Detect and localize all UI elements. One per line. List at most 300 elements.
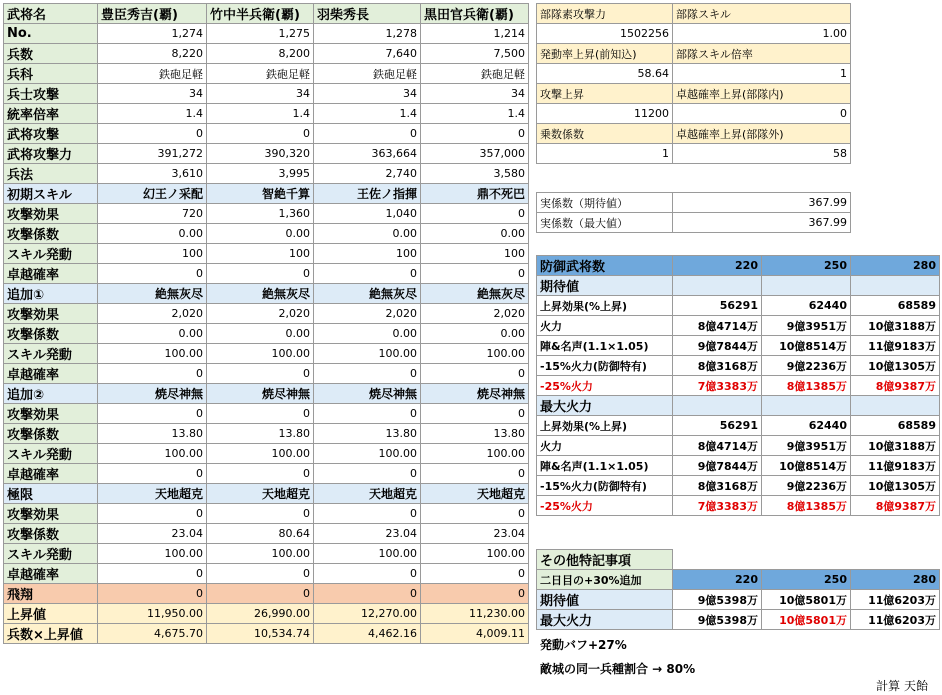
value-cell: 0 xyxy=(314,364,421,384)
table-row xyxy=(4,324,529,344)
param-value: 1502256 xyxy=(537,24,673,44)
row-label: 兵数 xyxy=(4,44,98,64)
value-cell: 100 xyxy=(207,244,314,264)
row-label: スキル発動 xyxy=(4,544,98,564)
row-label: 卓越確率 xyxy=(4,364,98,384)
param-value: 58 xyxy=(673,144,851,164)
defense-value: 8億9387万 xyxy=(851,376,940,396)
defense-value: 56291 xyxy=(673,296,762,316)
value-cell: 0.00 xyxy=(314,224,421,244)
param-value-row xyxy=(537,64,851,84)
defense-row-label: 陣&名声(1.1×1.05) xyxy=(537,456,673,476)
value-cell: 0 xyxy=(207,124,314,144)
table-row xyxy=(4,484,529,504)
other-value: 10億5801万 xyxy=(762,610,851,630)
value-cell: 13.80 xyxy=(98,424,207,444)
param-value: 1.00 xyxy=(673,24,851,44)
param-table xyxy=(536,3,851,164)
empty-cell xyxy=(762,396,851,416)
other-row-label: 最大火力 xyxy=(537,610,673,630)
row-label: スキル発動 xyxy=(4,344,98,364)
param-label: 部隊素攻撃力 xyxy=(537,4,673,24)
defense-row-label: 陣&名声(1.1×1.05) xyxy=(537,336,673,356)
value-cell: 0 xyxy=(207,404,314,424)
row-label: 兵数×上昇値 xyxy=(4,624,98,644)
table-row xyxy=(4,384,529,404)
defense-row xyxy=(537,436,940,456)
defender-count: 280 xyxy=(851,570,940,590)
value-cell: 34 xyxy=(98,84,207,104)
value-cell: 7,640 xyxy=(314,44,421,64)
value-cell: 0.00 xyxy=(98,224,207,244)
skill-name: 天地超克 xyxy=(98,484,207,504)
table-row xyxy=(4,504,529,524)
defense-row-label: 火力 xyxy=(537,316,673,336)
coef-label: 実係数（期待値） xyxy=(537,193,673,213)
param-label: 乗数係数 xyxy=(537,124,673,144)
other-value: 11億6203万 xyxy=(851,590,940,610)
row-label: 極限 xyxy=(4,484,98,504)
table-row xyxy=(4,124,529,144)
defense-value: 10億1305万 xyxy=(851,476,940,496)
value-cell: 0 xyxy=(421,204,529,224)
notes xyxy=(540,633,695,681)
other-value: 11億6203万 xyxy=(851,610,940,630)
param-label: 卓越確率上昇(部隊外) xyxy=(673,124,851,144)
param-label: 発動率上昇(前知込) xyxy=(537,44,673,64)
row-label: 追加② xyxy=(4,384,98,404)
defense-row-label: 上昇効果(%上昇) xyxy=(537,416,673,436)
defense-value: 8億4714万 xyxy=(673,316,762,336)
other-value: 9億5398万 xyxy=(673,610,762,630)
value-cell: 23.04 xyxy=(421,524,529,544)
skill-name: 焼尽神無 xyxy=(98,384,207,404)
table-row xyxy=(4,604,529,624)
value-cell: 0 xyxy=(207,464,314,484)
value-cell: 1.4 xyxy=(314,104,421,124)
credit: 計算 天飴 xyxy=(876,679,928,693)
value-cell: 1,214 xyxy=(421,24,529,44)
value-cell: 0 xyxy=(421,464,529,484)
row-label: 攻撃係数 xyxy=(4,424,98,444)
value-cell: 100.00 xyxy=(314,544,421,564)
row-label: 上昇値 xyxy=(4,604,98,624)
section-title: 最大火力 xyxy=(537,396,673,416)
defense-value: 9億3951万 xyxy=(762,436,851,456)
defense-value: 68589 xyxy=(851,416,940,436)
value-cell: 2,020 xyxy=(314,304,421,324)
defense-row-label: -25%火力 xyxy=(537,376,673,396)
value-cell: 13.80 xyxy=(421,424,529,444)
table-row xyxy=(4,424,529,444)
row-label: 攻撃効果 xyxy=(4,404,98,424)
value-cell: 3,610 xyxy=(98,164,207,184)
other-row-label: 期待値 xyxy=(537,590,673,610)
value-cell: 0 xyxy=(98,364,207,384)
row-label: 武将攻撃 xyxy=(4,124,98,144)
skill-name: 鼎不死巴 xyxy=(421,184,529,204)
value-cell: 0 xyxy=(207,504,314,524)
value-cell: 0 xyxy=(98,584,207,604)
value-cell: 2,020 xyxy=(421,304,529,324)
value-cell: 11,230.00 xyxy=(421,604,529,624)
defense-value: 9億7844万 xyxy=(673,336,762,356)
value-cell: 100.00 xyxy=(207,544,314,564)
other-table xyxy=(536,549,940,630)
row-label: 兵士攻撃 xyxy=(4,84,98,104)
coef-row xyxy=(537,213,851,233)
param-label-row xyxy=(537,84,851,104)
value-cell: 100 xyxy=(314,244,421,264)
row-label: 追加① xyxy=(4,284,98,304)
value-cell: 0 xyxy=(98,504,207,524)
value-cell: 13.80 xyxy=(207,424,314,444)
defense-value: 7億3383万 xyxy=(673,496,762,516)
value-cell: 100.00 xyxy=(98,544,207,564)
table-row xyxy=(4,64,529,84)
value-cell: 23.04 xyxy=(98,524,207,544)
section-title: 期待値 xyxy=(537,276,673,296)
value-cell: 12,270.00 xyxy=(314,604,421,624)
defense-value: 7億3383万 xyxy=(673,376,762,396)
row-label: 兵科 xyxy=(4,64,98,84)
param-value: 11200 xyxy=(537,104,673,124)
table-row xyxy=(4,364,529,384)
defense-value: 8億3168万 xyxy=(673,356,762,376)
param-label-row xyxy=(537,124,851,144)
row-label: 攻撃係数 xyxy=(4,224,98,244)
value-cell: 34 xyxy=(207,84,314,104)
row-label: 初期スキル xyxy=(4,184,98,204)
skill-name: 焼尽神無 xyxy=(207,384,314,404)
value-cell: 1,278 xyxy=(314,24,421,44)
other-header-row xyxy=(537,570,940,590)
defender-count: 250 xyxy=(762,570,851,590)
value-cell: 鉄砲足軽 xyxy=(421,64,529,84)
defense-row-label: -15%火力(防御特有) xyxy=(537,356,673,376)
param-value-row xyxy=(537,24,851,44)
value-cell: 1.4 xyxy=(98,104,207,124)
value-cell: 0 xyxy=(98,124,207,144)
defense-row xyxy=(537,356,940,376)
value-cell: 0 xyxy=(421,264,529,284)
defense-row-label: -25%火力 xyxy=(537,496,673,516)
value-cell: 100.00 xyxy=(421,444,529,464)
row-label: 卓越確率 xyxy=(4,564,98,584)
defense-value: 9億2236万 xyxy=(762,476,851,496)
value-cell: 0 xyxy=(314,504,421,524)
defense-value: 62440 xyxy=(762,416,851,436)
value-cell: 1,360 xyxy=(207,204,314,224)
other-row xyxy=(537,610,940,630)
value-cell: 0.00 xyxy=(421,324,529,344)
row-label: 卓越確率 xyxy=(4,264,98,284)
coef-value: 367.99 xyxy=(673,213,851,233)
value-cell: 34 xyxy=(314,84,421,104)
defense-row xyxy=(537,496,940,516)
value-cell: 0 xyxy=(421,364,529,384)
value-cell: 0 xyxy=(314,564,421,584)
defense-value: 10億1305万 xyxy=(851,356,940,376)
header-row xyxy=(4,4,529,24)
table-row xyxy=(4,564,529,584)
table-row xyxy=(4,164,529,184)
value-cell: 0 xyxy=(421,404,529,424)
value-cell: 100.00 xyxy=(207,444,314,464)
table-row xyxy=(4,584,529,604)
value-cell: 4,462.16 xyxy=(314,624,421,644)
table-row xyxy=(4,524,529,544)
defense-row xyxy=(537,336,940,356)
table-row xyxy=(4,264,529,284)
general-name: 豊臣秀吉(覇) xyxy=(98,4,207,24)
defense-value: 8億3168万 xyxy=(673,476,762,496)
coef-label: 実係数（最大値） xyxy=(537,213,673,233)
defense-row xyxy=(537,416,940,436)
param-value: 58.64 xyxy=(537,64,673,84)
value-cell: 10,534.74 xyxy=(207,624,314,644)
value-cell: 0 xyxy=(314,404,421,424)
row-label: 兵法 xyxy=(4,164,98,184)
table-row xyxy=(4,144,529,164)
defense-value: 10億3188万 xyxy=(851,316,940,336)
value-cell: 0 xyxy=(207,364,314,384)
unit-table xyxy=(3,3,529,644)
table-row xyxy=(4,624,529,644)
empty-cell xyxy=(762,550,851,570)
defender-count: 220 xyxy=(673,570,762,590)
row-label: 攻撃係数 xyxy=(4,324,98,344)
defense-row xyxy=(537,296,940,316)
defense-value: 10億8514万 xyxy=(762,336,851,356)
coef-table xyxy=(536,192,851,233)
table-row xyxy=(4,184,529,204)
value-cell: 1,275 xyxy=(207,24,314,44)
empty-cell xyxy=(851,550,940,570)
table-row xyxy=(4,344,529,364)
defense-row xyxy=(537,476,940,496)
defense-row xyxy=(537,316,940,336)
general-name: 竹中半兵衛(覇) xyxy=(207,4,314,24)
row-label: 攻撃効果 xyxy=(4,204,98,224)
section-title-row xyxy=(537,276,940,296)
note-line: 敵城の同一兵種割合 → 80% xyxy=(540,662,696,676)
value-cell: 363,664 xyxy=(314,144,421,164)
table-row xyxy=(4,24,529,44)
value-cell: 3,580 xyxy=(421,164,529,184)
value-cell: 鉄砲足軽 xyxy=(207,64,314,84)
value-cell: 4,009.11 xyxy=(421,624,529,644)
row-label: No. xyxy=(4,24,98,44)
table-row xyxy=(4,204,529,224)
header-label: 武将名 xyxy=(4,4,98,24)
skill-name: 天地超克 xyxy=(314,484,421,504)
value-cell: 11,950.00 xyxy=(98,604,207,624)
general-name: 黒田官兵衛(覇) xyxy=(421,4,529,24)
empty-cell xyxy=(673,550,762,570)
skill-name: 幻王ノ采配 xyxy=(98,184,207,204)
value-cell: 100 xyxy=(98,244,207,264)
defense-value: 9億3951万 xyxy=(762,316,851,336)
row-label: 武将攻撃力 xyxy=(4,144,98,164)
value-cell: 0 xyxy=(421,124,529,144)
table-row xyxy=(4,44,529,64)
value-cell: 357,000 xyxy=(421,144,529,164)
defense-header-row xyxy=(537,256,940,276)
coef-row xyxy=(537,193,851,213)
defense-value: 11億9183万 xyxy=(851,336,940,356)
value-cell: 0.00 xyxy=(207,324,314,344)
defense-value: 10億8514万 xyxy=(762,456,851,476)
defense-value: 56291 xyxy=(673,416,762,436)
defense-value: 9億2236万 xyxy=(762,356,851,376)
value-cell: 1,040 xyxy=(314,204,421,224)
value-cell: 13.80 xyxy=(314,424,421,444)
value-cell: 0 xyxy=(314,124,421,144)
table-row xyxy=(4,444,529,464)
value-cell: 0 xyxy=(421,504,529,524)
coef-value: 367.99 xyxy=(673,193,851,213)
defender-count: 220 xyxy=(673,256,762,276)
value-cell: 0 xyxy=(207,584,314,604)
skill-name: 天地超克 xyxy=(207,484,314,504)
defense-value: 62440 xyxy=(762,296,851,316)
defense-row-label: 上昇効果(%上昇) xyxy=(537,296,673,316)
other-title-row xyxy=(537,550,940,570)
value-cell: 0.00 xyxy=(207,224,314,244)
table-row xyxy=(4,104,529,124)
row-label: 飛翔 xyxy=(4,584,98,604)
skill-name: 絶無灰尽 xyxy=(421,284,529,304)
skill-name: 絶無灰尽 xyxy=(98,284,207,304)
value-cell: 2,740 xyxy=(314,164,421,184)
row-label: スキル発動 xyxy=(4,244,98,264)
defense-value: 10億3188万 xyxy=(851,436,940,456)
value-cell: 100.00 xyxy=(421,344,529,364)
param-label: 攻撃上昇 xyxy=(537,84,673,104)
skill-name: 王佐ノ指揮 xyxy=(314,184,421,204)
note-line: 発動バフ+27% xyxy=(540,638,627,652)
value-cell: 7,500 xyxy=(421,44,529,64)
table-row xyxy=(4,464,529,484)
param-value: 0 xyxy=(673,104,851,124)
value-cell: 100.00 xyxy=(98,344,207,364)
other-value: 9億5398万 xyxy=(673,590,762,610)
empty-cell xyxy=(851,396,940,416)
value-cell: 0 xyxy=(98,404,207,424)
value-cell: 0 xyxy=(98,464,207,484)
row-label: 統率倍率 xyxy=(4,104,98,124)
other-value: 10億5801万 xyxy=(762,590,851,610)
row-label: 攻撃係数 xyxy=(4,524,98,544)
defense-row xyxy=(537,376,940,396)
value-cell: 0 xyxy=(207,264,314,284)
defense-table xyxy=(536,255,940,516)
value-cell: 0.00 xyxy=(98,324,207,344)
value-cell: 0 xyxy=(98,564,207,584)
value-cell: 100.00 xyxy=(314,444,421,464)
defense-value: 8億9387万 xyxy=(851,496,940,516)
value-cell: 4,675.70 xyxy=(98,624,207,644)
value-cell: 100 xyxy=(421,244,529,264)
skill-name: 絶無灰尽 xyxy=(207,284,314,304)
row-label: 卓越確率 xyxy=(4,464,98,484)
value-cell: 3,995 xyxy=(207,164,314,184)
empty-cell xyxy=(673,396,762,416)
value-cell: 0 xyxy=(421,584,529,604)
defense-value: 8億4714万 xyxy=(673,436,762,456)
value-cell: 100.00 xyxy=(421,544,529,564)
table-row xyxy=(4,304,529,324)
value-cell: 1.4 xyxy=(207,104,314,124)
empty-cell xyxy=(851,276,940,296)
defender-count: 250 xyxy=(762,256,851,276)
table-row xyxy=(4,544,529,564)
value-cell: 0 xyxy=(314,584,421,604)
value-cell: 0 xyxy=(314,264,421,284)
defense-value: 9億7844万 xyxy=(673,456,762,476)
row-label: 攻撃効果 xyxy=(4,304,98,324)
skill-name: 焼尽神無 xyxy=(314,384,421,404)
value-cell: 8,220 xyxy=(98,44,207,64)
param-value: 1 xyxy=(537,144,673,164)
value-cell: 1,274 xyxy=(98,24,207,44)
skill-name: 焼尽神無 xyxy=(421,384,529,404)
value-cell: 720 xyxy=(98,204,207,224)
other-title: その他特記事項 xyxy=(537,550,673,570)
value-cell: 0.00 xyxy=(314,324,421,344)
defense-row-label: 火力 xyxy=(537,436,673,456)
skill-name: 絶無灰尽 xyxy=(314,284,421,304)
defense-header-label: 防御武将数 xyxy=(537,256,673,276)
table-row xyxy=(4,244,529,264)
table-row xyxy=(4,84,529,104)
empty-cell xyxy=(762,276,851,296)
value-cell: 0 xyxy=(421,564,529,584)
defense-value: 8億1385万 xyxy=(762,376,851,396)
value-cell: 0 xyxy=(314,464,421,484)
defender-count: 280 xyxy=(851,256,940,276)
other-header-label: 二日目の+30%追加 xyxy=(537,570,673,590)
skill-name: 天地超克 xyxy=(421,484,529,504)
defense-value: 8億1385万 xyxy=(762,496,851,516)
param-label: 部隊スキル倍率 xyxy=(673,44,851,64)
value-cell: 0 xyxy=(207,564,314,584)
table-row xyxy=(4,404,529,424)
param-label-row xyxy=(537,44,851,64)
empty-cell xyxy=(673,276,762,296)
value-cell: 2,020 xyxy=(98,304,207,324)
defense-value: 68589 xyxy=(851,296,940,316)
table-row xyxy=(4,224,529,244)
value-cell: 1.4 xyxy=(421,104,529,124)
param-label-row xyxy=(537,4,851,24)
value-cell: 鉄砲足軽 xyxy=(98,64,207,84)
section-title-row xyxy=(537,396,940,416)
other-row xyxy=(537,590,940,610)
param-value-row xyxy=(537,104,851,124)
defense-value: 11億9183万 xyxy=(851,456,940,476)
value-cell: 0.00 xyxy=(421,224,529,244)
value-cell: 8,200 xyxy=(207,44,314,64)
row-label: スキル発動 xyxy=(4,444,98,464)
value-cell: 34 xyxy=(421,84,529,104)
value-cell: 390,320 xyxy=(207,144,314,164)
value-cell: 391,272 xyxy=(98,144,207,164)
value-cell: 2,020 xyxy=(207,304,314,324)
general-name: 羽柴秀長 xyxy=(314,4,421,24)
param-value-row xyxy=(537,144,851,164)
